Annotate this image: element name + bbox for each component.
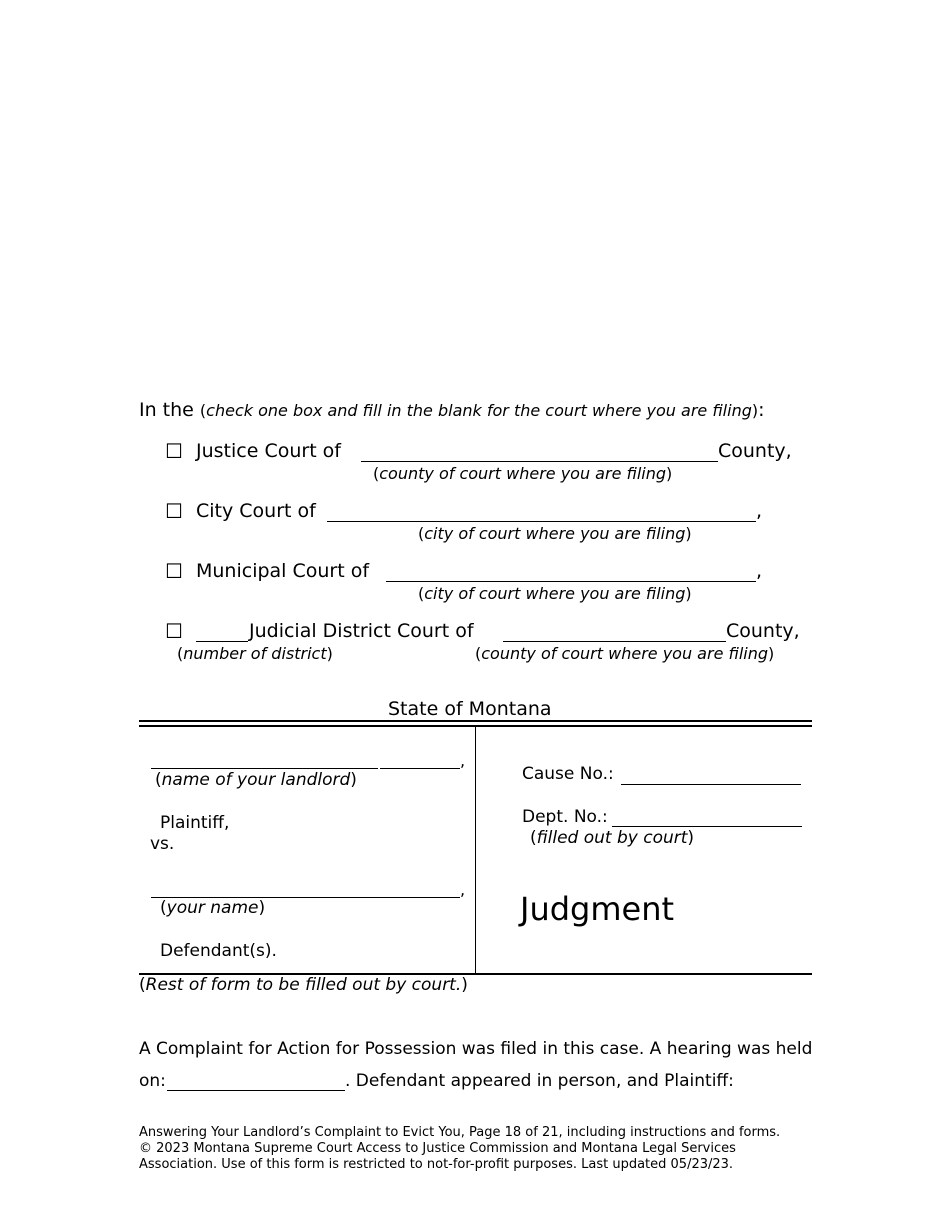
body-line-2-suffix: . Defendant appeared in person, and Plaintiff: — [345, 1071, 734, 1091]
hearing-date-blank[interactable] — [167, 1090, 345, 1091]
city-suffix: , — [756, 500, 763, 522]
district-county-hint: (county of court where you are filing) — [475, 644, 775, 663]
plaintiff-label: Plaintiff, — [160, 813, 230, 833]
cause-label: Cause No.: — [522, 764, 614, 784]
defendant-label: Defendant(s). — [160, 941, 277, 961]
body-line-1: A Complaint for Action for Possession was filed in this case. A hearing was held — [139, 1039, 813, 1059]
document-title: Judgment — [520, 890, 675, 928]
district-number-blank[interactable] — [196, 641, 248, 642]
justice-court-label: Justice Court of — [196, 440, 341, 462]
court-intro: In the (check one box and fill in the blank for the court where you are filing): — [139, 399, 765, 421]
caption-top-rule — [139, 720, 812, 722]
footer-line-1: Answering Your Landlord’s Complaint to Evict You, Page 18 of 21, including instructions and forms. — [139, 1125, 781, 1140]
justice-county-blank[interactable] — [361, 461, 718, 462]
court-hint: (filled out by court) — [530, 828, 695, 848]
dept-number-field[interactable] — [612, 826, 802, 827]
municipal-court-checkbox[interactable]: ☐ — [165, 559, 183, 583]
footer-line-2: © 2023 Montana Supreme Court Access to Justice Commission and Montana Legal Services — [139, 1141, 736, 1156]
district-number-hint: (number of district) — [177, 644, 333, 663]
intro-instruction: check one box and fill in the blank for the court where you are filing — [206, 401, 752, 420]
landlord-name-blank[interactable] — [151, 768, 378, 769]
caption-divider — [475, 727, 476, 973]
tenant-hint: (your name) — [160, 898, 266, 918]
city-court-label: City Court of — [196, 500, 316, 522]
dept-label: Dept. No.: — [522, 807, 608, 827]
justice-county-hint: (county of court where you are filing) — [373, 464, 673, 483]
city-blank[interactable] — [327, 521, 756, 522]
cause-number-field[interactable] — [621, 784, 801, 785]
district-court-label: Judicial District Court of — [249, 620, 474, 642]
municipal-court-label: Municipal Court of — [196, 560, 370, 582]
district-county-blank[interactable] — [503, 641, 726, 642]
body-line-2-prefix: on: — [139, 1071, 166, 1091]
municipal-suffix: , — [756, 560, 763, 582]
landlord-comma: , — [460, 751, 466, 770]
district-county-suffix: County, — [726, 620, 800, 642]
intro-prefix: In the — [139, 399, 194, 421]
state-heading: State of Montana — [388, 698, 552, 720]
intro-suffix: : — [758, 399, 765, 421]
city-court-checkbox[interactable]: ☐ — [165, 499, 183, 523]
city-hint: (city of court where you are filing) — [418, 524, 692, 543]
landlord-name-blank-2[interactable] — [380, 768, 460, 769]
municipal-blank[interactable] — [386, 581, 756, 582]
municipal-hint: (city of court where you are filing) — [418, 584, 692, 603]
vs-label: vs. — [150, 834, 175, 854]
justice-county-suffix: County, — [718, 440, 792, 462]
tenant-comma: , — [460, 880, 466, 899]
district-court-checkbox[interactable]: ☐ — [165, 619, 183, 643]
court-note: (Rest of form to be filled out by court.) — [139, 975, 468, 995]
landlord-hint: (name of your landlord) — [155, 770, 357, 790]
justice-court-checkbox[interactable]: ☐ — [165, 439, 183, 463]
footer-line-3: Association. Use of this form is restricted to not-for-profit purposes. Last updated 05/23/23. — [139, 1157, 734, 1172]
